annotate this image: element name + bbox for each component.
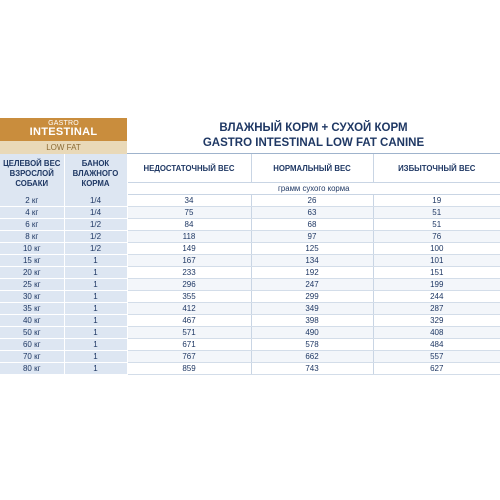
cell-target-weight: 6 кг xyxy=(0,219,64,231)
cell-overweight-grams: 51 xyxy=(373,219,500,231)
cell-overweight-grams: 76 xyxy=(373,231,500,243)
brand-badge xyxy=(0,118,127,154)
table-row xyxy=(0,231,500,243)
cell-overweight-grams: 100 xyxy=(373,243,500,255)
header-normal: НОРМАЛЬНЫЙ ВЕС xyxy=(251,154,373,183)
header-unit: грамм сухого корма xyxy=(127,183,500,195)
brand-line-gastro: GASTRO xyxy=(48,120,79,127)
cell-overweight-grams: 287 xyxy=(373,303,500,315)
cell-overweight-grams: 199 xyxy=(373,279,500,291)
cell-cans: 1 xyxy=(64,279,127,291)
cell-underweight-grams: 467 xyxy=(127,315,251,327)
cell-underweight-grams: 167 xyxy=(127,255,251,267)
feeding-table-panel xyxy=(0,118,500,381)
cell-underweight-grams: 149 xyxy=(127,243,251,255)
cell-target-weight: 25 кг xyxy=(0,279,64,291)
cell-underweight-grams: 767 xyxy=(127,351,251,363)
cell-overweight-grams: 408 xyxy=(373,327,500,339)
cell-cans: 1 xyxy=(64,267,127,279)
cell-cans: 1 xyxy=(64,339,127,351)
table-row xyxy=(0,351,500,363)
cell-underweight-grams: 571 xyxy=(127,327,251,339)
feeding-table xyxy=(0,154,500,375)
table-row xyxy=(0,267,500,279)
cell-target-weight: 35 кг xyxy=(0,303,64,315)
table-row xyxy=(0,327,500,339)
cell-normal-grams: 490 xyxy=(251,327,373,339)
cell-cans: 1/4 xyxy=(64,195,127,207)
cell-target-weight: 50 кг xyxy=(0,327,64,339)
cell-cans: 1/2 xyxy=(64,231,127,243)
table-row xyxy=(0,243,500,255)
cell-underweight-grams: 34 xyxy=(127,195,251,207)
cell-underweight-grams: 412 xyxy=(127,303,251,315)
header-overweight: ИЗБЫТОЧНЫЙ ВЕС xyxy=(373,154,500,183)
cell-overweight-grams: 627 xyxy=(373,363,500,375)
cell-cans: 1/2 xyxy=(64,219,127,231)
cell-normal-grams: 662 xyxy=(251,351,373,363)
cell-target-weight: 8 кг xyxy=(0,231,64,243)
cell-underweight-grams: 118 xyxy=(127,231,251,243)
table-row xyxy=(0,279,500,291)
cell-target-weight: 2 кг xyxy=(0,195,64,207)
cell-target-weight: 30 кг xyxy=(0,291,64,303)
cell-normal-grams: 68 xyxy=(251,219,373,231)
table-row xyxy=(0,303,500,315)
table-row xyxy=(0,219,500,231)
cell-normal-grams: 192 xyxy=(251,267,373,279)
header-target-weight: ЦЕЛЕВОЙ ВЕС ВЗРОСЛОЙ СОБАКИ xyxy=(0,154,64,195)
cell-overweight-grams: 19 xyxy=(373,195,500,207)
cell-overweight-grams: 51 xyxy=(373,207,500,219)
header-underweight: НЕДОСТАТОЧНЫЙ ВЕС xyxy=(127,154,251,183)
cell-underweight-grams: 233 xyxy=(127,267,251,279)
cell-cans: 1 xyxy=(64,291,127,303)
cell-underweight-grams: 75 xyxy=(127,207,251,219)
table-row xyxy=(0,255,500,267)
cell-target-weight: 80 кг xyxy=(0,363,64,375)
table-row xyxy=(0,195,500,207)
cell-target-weight: 20 кг xyxy=(0,267,64,279)
cell-cans: 1 xyxy=(64,327,127,339)
cell-overweight-grams: 244 xyxy=(373,291,500,303)
table-row xyxy=(0,315,500,327)
cell-cans: 1/2 xyxy=(64,243,127,255)
cell-normal-grams: 26 xyxy=(251,195,373,207)
cell-target-weight: 4 кг xyxy=(0,207,64,219)
cell-normal-grams: 134 xyxy=(251,255,373,267)
cell-overweight-grams: 484 xyxy=(373,339,500,351)
cell-normal-grams: 299 xyxy=(251,291,373,303)
cell-normal-grams: 578 xyxy=(251,339,373,351)
table-title xyxy=(127,118,500,154)
cell-target-weight: 10 кг xyxy=(0,243,64,255)
brand-line-low-fat: LOW FAT xyxy=(0,141,127,154)
cell-cans: 1 xyxy=(64,303,127,315)
cell-target-weight: 40 кг xyxy=(0,315,64,327)
cell-normal-grams: 398 xyxy=(251,315,373,327)
cell-cans: 1 xyxy=(64,255,127,267)
cell-overweight-grams: 101 xyxy=(373,255,500,267)
cell-underweight-grams: 859 xyxy=(127,363,251,375)
cell-underweight-grams: 355 xyxy=(127,291,251,303)
cell-overweight-grams: 329 xyxy=(373,315,500,327)
cell-cans: 1/4 xyxy=(64,207,127,219)
table-body xyxy=(0,195,500,375)
title-line-1: ВЛАЖНЫЙ КОРМ + СУХОЙ КОРМ xyxy=(219,122,408,134)
cell-normal-grams: 97 xyxy=(251,231,373,243)
brand-line-intestinal: INTESTINAL xyxy=(29,126,98,138)
cell-normal-grams: 349 xyxy=(251,303,373,315)
cell-target-weight: 15 кг xyxy=(0,255,64,267)
table-row xyxy=(0,339,500,351)
cell-normal-grams: 125 xyxy=(251,243,373,255)
header-cans: БАНОК ВЛАЖНОГО КОРМА xyxy=(64,154,127,195)
cell-normal-grams: 247 xyxy=(251,279,373,291)
cell-cans: 1 xyxy=(64,315,127,327)
cell-normal-grams: 743 xyxy=(251,363,373,375)
cell-target-weight: 70 кг xyxy=(0,351,64,363)
cell-cans: 1 xyxy=(64,363,127,375)
cell-normal-grams: 63 xyxy=(251,207,373,219)
cell-cans: 1 xyxy=(64,351,127,363)
table-row xyxy=(0,207,500,219)
cell-underweight-grams: 671 xyxy=(127,339,251,351)
table-row xyxy=(0,291,500,303)
title-line-2: GASTRO INTESTINAL LOW FAT CANINE xyxy=(202,137,425,149)
cell-underweight-grams: 296 xyxy=(127,279,251,291)
cell-underweight-grams: 84 xyxy=(127,219,251,231)
cell-overweight-grams: 151 xyxy=(373,267,500,279)
cell-target-weight: 60 кг xyxy=(0,339,64,351)
cell-overweight-grams: 557 xyxy=(373,351,500,363)
table-row xyxy=(0,363,500,375)
